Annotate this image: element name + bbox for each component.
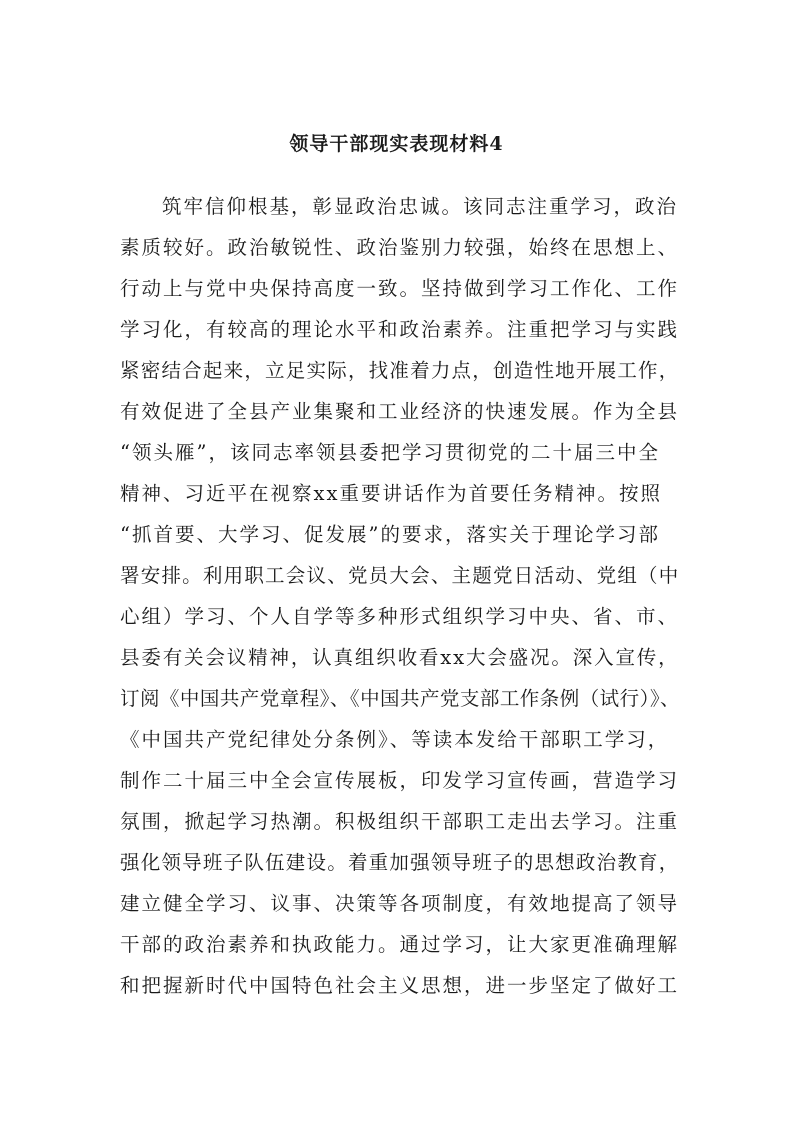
text-line: 精神、习近平在视察xx重要讲话作为首要任务精神。按照 [120,482,662,505]
text-line: 有效促进了全县产业集聚和工业经济的快速发展。作为全县 [120,400,680,423]
text-line: “抓首要、大学习、促发展”的要求，落实关于理论学习部 [120,523,660,546]
text-line: 氛围，掀起学习热潮。积极组织干部职工走出去学习。注重 [120,810,680,833]
text-line: “领头雁”，该同志率领县委把学习贯彻党的二十届三中全 [120,441,660,464]
text-line: 《中国共产党纪律处分条例》、等读本发给干部职工学习， [120,728,670,751]
text-line: 行动上与党中央保持高度一致。坚持做到学习工作化、工作 [120,277,680,300]
text-line: 署安排。利用职工会议、党员大会、主题党日活动、党组（中 [120,564,680,587]
document-title: 领导干部现实表现材料4 [289,133,504,155]
text-line: 和把握新时代中国特色社会主义思想，进一步坚定了做好工 [120,974,680,997]
text-line: 强化领导班子队伍建设。着重加强领导班子的思想政治教育， [120,851,680,874]
text-line: 订阅《中国共产党章程》、《中国共产党支部工作条例（试行）》、 [120,687,681,710]
text-line: 素质较好。政治敏锐性、政治鉴别力较强，始终在思想上、 [120,236,680,259]
text-line: 学习化，有较高的理论水平和政治素养。注重把学习与实践 [120,318,680,341]
text-line: 干部的政治素养和执政能力。通过学习，让大家更准确理解 [120,933,680,956]
text-line: 心组）学习、个人自学等多种形式组织学习中央、省、市、 [120,605,680,628]
text-line: 紧密结合起来，立足实际，找准着力点，创造性地开展工作， [120,359,680,382]
text-line: 制作二十届三中全会宣传展板，印发学习宣传画，营造学习 [120,769,680,792]
text-line: 建立健全学习、议事、决策等各项制度，有效地提高了领导 [120,892,680,915]
text-line: 县委有关会议精神，认真组织收看xx大会盛况。深入宣传， [120,646,680,669]
text-line: 筑牢信仰根基，彰显政治忠诚。该同志注重学习，政治 [162,195,679,218]
